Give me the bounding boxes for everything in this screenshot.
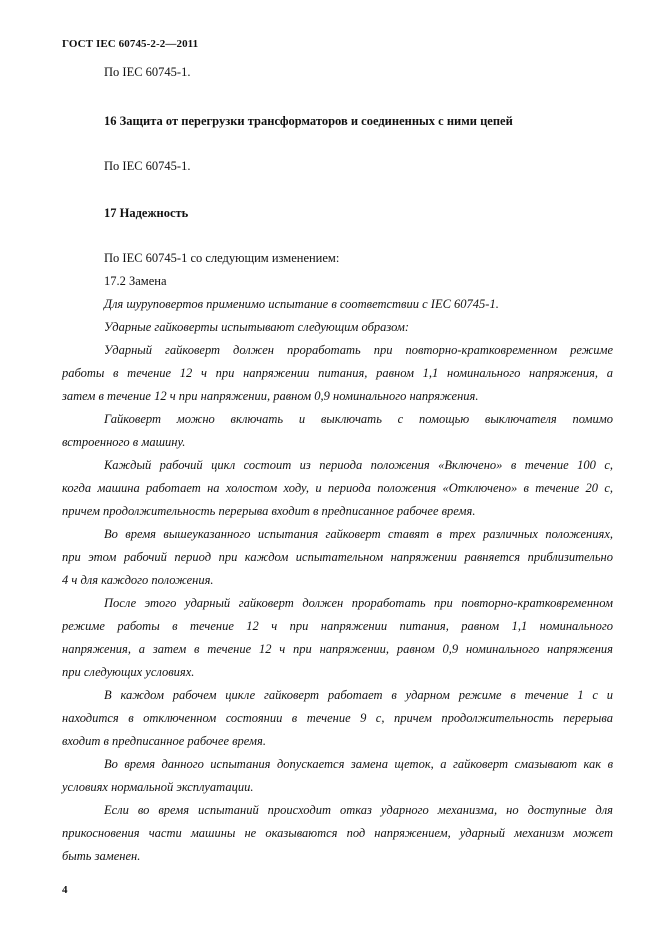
paragraph-8-line: входит в предписанное рабочее время. <box>62 734 266 748</box>
paragraph-6-line: 4 ч для каждого положения. <box>62 573 214 587</box>
paragraph-5-line: Каждый рабочий цикл состоит из периода положения «Включено» в течение 100 с, <box>104 458 613 472</box>
paragraph-8-line: находится в отключенном состоянии в течение 9 с, причем продолжительность перерыва <box>62 711 613 725</box>
paragraph-10-line: Если во время испытаний происходит отказ ударного механизма, но доступные для <box>104 803 613 817</box>
paragraph-6-line: Во время вышеуказанного испытания гайковерт ставят в трех различных положениях, <box>104 527 613 541</box>
paragraph-8-line: В каждом рабочем цикле гайковерт работает в ударном режиме в течение 1 с и <box>104 688 613 702</box>
section-16-heading: 16 Защита от перегрузки трансформаторов и соединенных с ними цепей <box>104 114 513 128</box>
paragraph-3-line: работы в течение 12 ч при напряжении питания, равном 1,1 номинального напряжения, а <box>62 366 613 380</box>
paragraph-7-line: режиме работы в течение 12 ч при напряжении питания, равном 1,1 номинального <box>62 619 613 633</box>
paragraph-10-line: прикосновения части машины не оказываются под напряжением, ударный механизм может <box>62 826 613 840</box>
section-17-intro: По IEC 60745-1 со следующим изменением: <box>104 251 340 265</box>
paragraph-1: Для шуруповертов применимо испытание в соответствии с IEC 60745-1. <box>104 297 499 311</box>
paragraph-9-line: условиях нормальной эксплуатации. <box>62 780 254 794</box>
section-16-text: По IEC 60745-1. <box>104 159 191 173</box>
paragraph-9-line: Во время данного испытания допускается замена щеток, а гайковерт смазывают как в <box>104 757 613 771</box>
paragraph-4-line: Гайковерт можно включать и выключать с помощью выключателя помимо <box>104 412 613 426</box>
paragraph-6-line: при этом рабочий период при каждом испытательном напряжении равняется приблизительно <box>62 550 613 564</box>
subsection-17-2: 17.2 Замена <box>104 274 167 288</box>
paragraph-10-line: быть заменен. <box>62 849 141 863</box>
paragraph-5-line: когда машина работает на холостом ходу, и периода положения «Отключено» в течение 20 с, <box>62 481 613 495</box>
paragraph-7-line: напряжения, а затем в течение 12 ч при напряжении, равном 0,9 номинального напряжения <box>62 642 613 656</box>
paragraph-7-line: при следующих условиях. <box>62 665 195 679</box>
paragraph-5-line: причем продолжительность перерыва входит в предписанное рабочее время. <box>62 504 476 518</box>
section-17-heading: 17 Надежность <box>104 206 189 220</box>
paragraph-3-line: затем в течение 12 ч при напряжении, равном 0,9 номинального напряжения. <box>62 389 479 403</box>
paragraph-3-line: Ударный гайковерт должен проработать при повторно-кратковременном режиме <box>104 343 613 357</box>
section-15-text: По IEC 60745-1. <box>104 65 191 79</box>
paragraph-7-line: После этого ударный гайковерт должен проработать при повторно-кратковременном <box>104 596 613 610</box>
paragraph-2: Ударные гайковерты испытывают следующим образом: <box>104 320 409 334</box>
paragraph-4-line: встроенного в машину. <box>62 435 186 449</box>
document-header: ГОСТ IEC 60745-2-2—2011 <box>62 38 199 50</box>
page-number: 4 <box>62 884 68 896</box>
